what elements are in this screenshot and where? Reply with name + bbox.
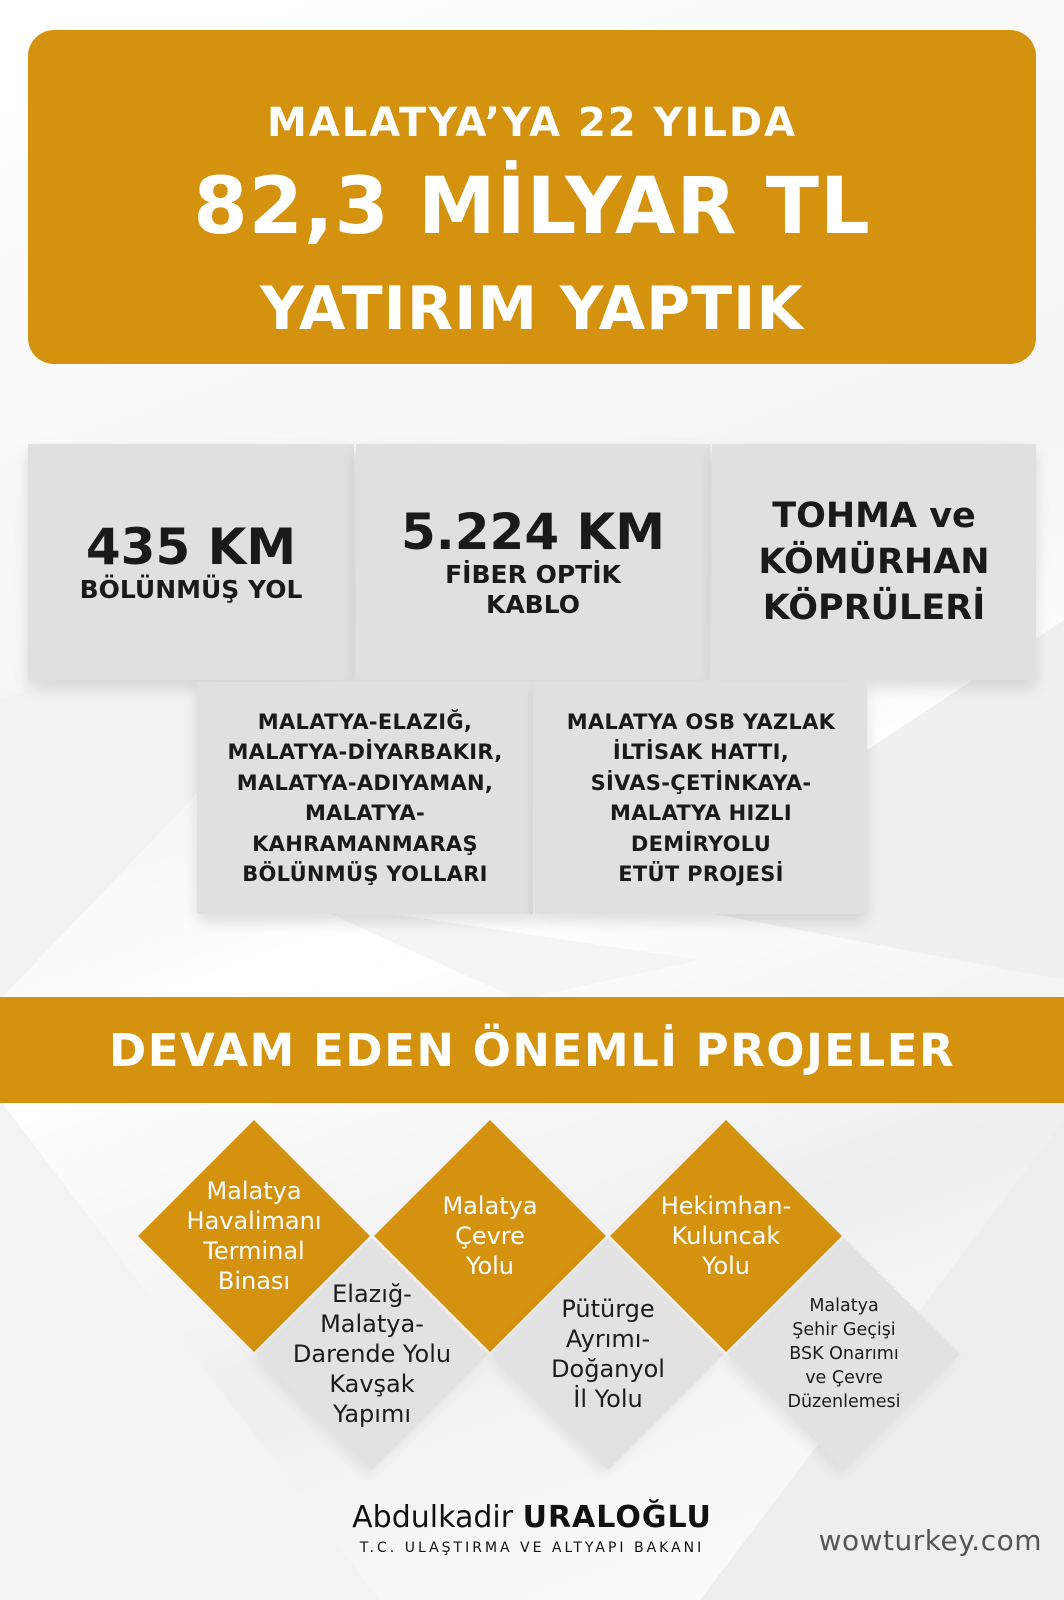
project-label: Malatya Çevre Yolu [442, 1192, 538, 1280]
roads-line: MALATYA- [304, 801, 426, 825]
minister-last-name: URALOĞLU [522, 1500, 712, 1535]
rail-panel [535, 682, 867, 914]
project-label: Malatya Şehir Geçişi BSK Onarımı ve Çevre Düzenlemesi [787, 1296, 901, 1412]
stat-bridges [712, 444, 1036, 680]
stat-divided-road [28, 444, 354, 680]
stat-divided-road-value: 435 KM [85, 518, 297, 576]
project-label: Malatya Havalimanı Terminal Binası [186, 1177, 322, 1295]
project-label: Elazığ- Malatya- Darende Yolu Kavşak Yapımı [292, 1280, 452, 1428]
rail-line: MALATYA OSB YAZLAK [566, 709, 836, 734]
rail-line: MALATYA HIZLI [610, 801, 792, 825]
watermark: wowturkey.com [818, 1524, 1042, 1557]
rail-line: DEMİRYOLU [630, 831, 772, 856]
headline-panel [28, 30, 1036, 364]
roads-panel [197, 682, 533, 914]
stat-bridges-line3: KÖPRÜLERİ [762, 588, 986, 628]
roads-line: MALATYA-ELAZIĞ, [257, 709, 473, 734]
stat-divided-road-label: BÖLÜNMÜŞ YOL [79, 575, 303, 604]
headline-line3: YATIRIM YAPTIK [260, 274, 804, 344]
stat-bridges-line2: KÖMÜRHAN [758, 542, 990, 582]
project-label: Pütürge Ayrımı- Doğanyol İl Yolu [551, 1295, 665, 1413]
roads-line: MALATYA-DİYARBAKIR, [227, 740, 503, 764]
stat-fiber-optic-value: 5.224 KM [400, 503, 666, 561]
stat-fiber-optic-label-1: FİBER OPTİK [445, 560, 621, 589]
stat-fiber-optic [356, 444, 710, 680]
rail-line: SİVAS-ÇETİNKAYA- [590, 770, 812, 795]
roads-line: MALATYA-ADIYAMAN, [236, 770, 494, 795]
project-city-crossing [728, 1238, 960, 1470]
project-label: Hekimhan- Kuluncak Yolu [660, 1192, 792, 1280]
ongoing-projects-banner [0, 997, 1064, 1103]
rail-line: ETÜT PROJESİ [618, 862, 784, 886]
headline-amount: 82,3 MİLYAR TL [193, 162, 871, 252]
minister-title: T.C. ULAŞTIRMA VE ALTYAPI BAKANI [359, 1540, 705, 1556]
roads-line: KAHRAMANMARAŞ [252, 831, 478, 856]
headline-line1: MALATYA’YA 22 YILDA [266, 100, 798, 146]
minister-first-name: Abdulkadir [352, 1500, 514, 1535]
rail-line: İLTİSAK HATTI, [612, 740, 790, 764]
stat-fiber-optic-label-2: KABLO [485, 590, 581, 619]
banner-title: DEVAM EDEN ÖNEMLİ PROJELER [108, 1023, 956, 1077]
roads-line: BÖLÜNMÜŞ YOLLARI [242, 862, 488, 886]
stat-bridges-line1: TOHMA ve [772, 496, 976, 536]
